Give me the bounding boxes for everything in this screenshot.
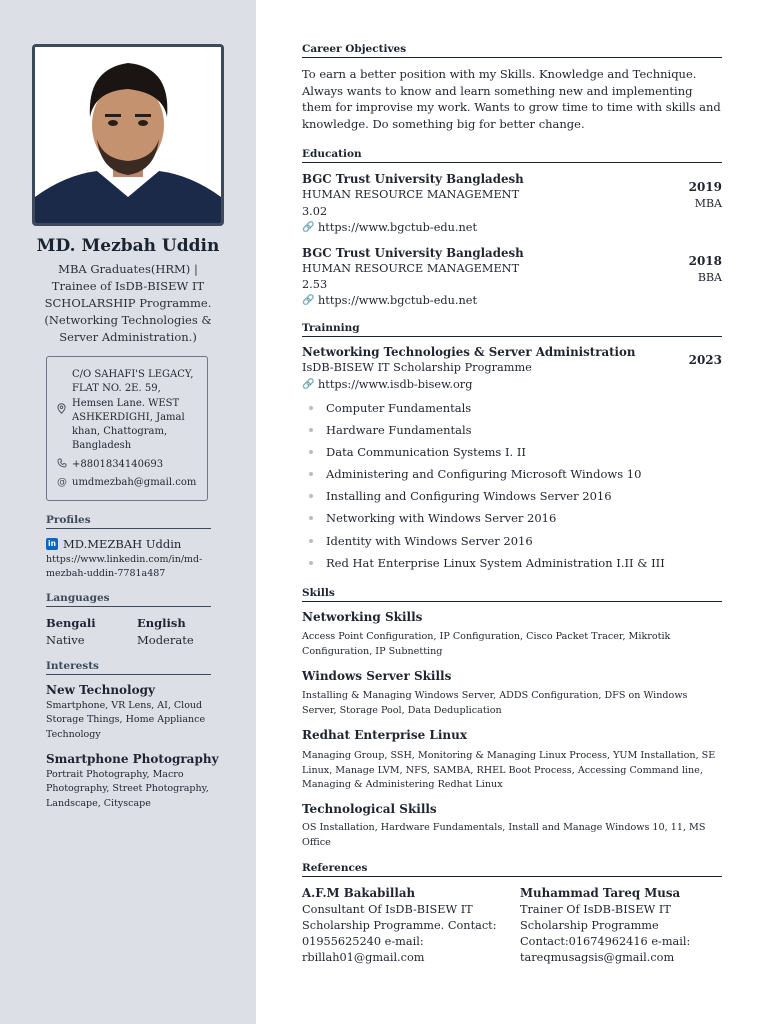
course-name: Red Hat Enterprise Linux System Administration I.II & III xyxy=(326,555,665,570)
reference-name: A.F.M Bakabillah xyxy=(302,886,416,900)
education-degree: BBA xyxy=(697,271,722,284)
education-heading: Education xyxy=(302,148,722,163)
skill-title: Technological Skills xyxy=(302,802,437,816)
course-name: Identity with Windows Server 2016 xyxy=(326,533,533,548)
skill-title: Networking Skills xyxy=(302,610,423,624)
link-icon: 🔗 xyxy=(302,379,315,390)
interest-text: Portrait Photography, Macro Photography, Street Photography, Landscape, Cityscape xyxy=(46,769,209,809)
education-year: 2019 xyxy=(688,180,722,194)
education-link[interactable] xyxy=(302,221,477,234)
training-course-list xyxy=(306,399,722,576)
skill-title: Redhat Enterprise Linux xyxy=(302,728,468,742)
training-title: Networking Technologies & Server Administration xyxy=(302,345,636,359)
education-score: 3.02 xyxy=(302,205,328,218)
language-item xyxy=(46,615,96,649)
education-subject: HUMAN RESOURCE MANAGEMENT xyxy=(302,262,520,275)
training-org: IsDB-BISEW IT Scholarship Programme xyxy=(302,361,532,374)
education-subject: HUMAN RESOURCE MANAGEMENT xyxy=(302,188,520,201)
profile-name: MD.MEZBAH Uddin xyxy=(63,537,182,551)
location-pin-icon xyxy=(57,368,72,418)
skills-heading: Skills xyxy=(302,587,722,602)
phone-text: +8801834140693 xyxy=(72,459,164,470)
education-school: BGC Trust University Bangladesh xyxy=(302,172,524,186)
education-score: 2.53 xyxy=(302,278,328,291)
link-icon: 🔗 xyxy=(302,222,315,233)
interest-title: New Technology xyxy=(46,683,155,697)
education-url: https://www.bgctub-edu.net xyxy=(318,221,477,234)
language-level: Moderate xyxy=(137,633,194,647)
phone-icon xyxy=(57,458,72,472)
education-school: BGC Trust University Bangladesh xyxy=(302,246,524,260)
skill-text: Managing Group, SSH, Monitoring & Managing Linux Process, YUM Installation, SE Linux, Manage LVM, NFS, SAMBA, RHEL Boot Process, Accessing Command line, Managing & Administering Redhat Linux xyxy=(302,750,716,791)
training-year: 2023 xyxy=(688,353,722,367)
reference-card xyxy=(302,886,498,966)
education-year: 2018 xyxy=(688,254,722,268)
at-sign-icon: @ xyxy=(57,477,67,488)
language-name: Bengali xyxy=(46,616,96,630)
headline: MBA Graduates(HRM) | Trainee of IsDB-BISEW IT SCHOLARSHIP Programme. (Networking Technologies & Server Administration.) xyxy=(44,262,212,344)
education-link[interactable] xyxy=(302,294,477,307)
list-item xyxy=(306,465,722,487)
interest-title: Smartphone Photography xyxy=(46,752,219,766)
course-name: Networking with Windows Server 2016 xyxy=(326,511,557,526)
interest-text: Smartphone, VR Lens, AI, Cloud Storage Things, Home Appliance Technology xyxy=(46,700,206,740)
languages-heading: Languages xyxy=(46,592,211,607)
list-item xyxy=(306,532,722,554)
skill-text: Access Point Configuration, IP Configuration, Cisco Packet Tracer, Mikrotik Configuration, IP Subnetting xyxy=(302,631,671,657)
skill-title: Windows Server Skills xyxy=(302,669,452,683)
list-item xyxy=(306,421,722,443)
career-objectives-heading: Career Objectives xyxy=(302,43,722,58)
profile-url[interactable]: https://www.linkedin.com/in/md-mezbah-uddin-7781a487 xyxy=(46,554,203,579)
reference-text: Trainer Of IsDB-BISEW IT Scholarship Programme Contact:01674962416 e-mail: tareqmusagsis@gmail.com xyxy=(520,903,691,965)
course-name: Administering and Configuring Microsoft Windows 10 xyxy=(326,467,642,482)
address-text: C/O SAHAFI'S LEGACY, FLAT NO. 2E. 59, Hemsen Lane. WEST ASHKERDIGHI, Jamal khan, Chattogram, Bangladesh xyxy=(72,369,194,452)
reference-name: Muhammad Tareq Musa xyxy=(520,886,681,900)
candidate-name: MD. Mezbah Uddin xyxy=(36,236,220,256)
language-item xyxy=(137,615,194,649)
course-name: Installing and Configuring Windows Server 2016 xyxy=(326,489,612,504)
language-name: English xyxy=(137,616,186,630)
linkedin-profile[interactable] xyxy=(46,537,181,551)
career-objectives-text: To earn a better position with my Skills. Knowledge and Technique. Always wants to know and learn something new and implementing them for improvise my work. Wants to grow time to time with skills and knowledge. Do something big for better change. xyxy=(302,67,721,131)
reference-text: Consultant Of IsDB-BISEW IT Scholarship Programme. Contact: 01955625240 e-mail: rbillah01@gmail.com xyxy=(302,903,497,965)
skill-text: OS Installation, Hardware Fundamentals, Install and Manage Windows 10, 11, MS Office xyxy=(302,822,706,848)
training-url: https://www.isdb-bisew.org xyxy=(318,378,473,391)
interests-heading: Interests xyxy=(46,660,211,675)
course-name: Computer Fundamentals xyxy=(326,401,472,415)
education-degree: MBA xyxy=(694,197,722,210)
linkedin-icon: in xyxy=(46,538,58,550)
course-name: Data Communication Systems I. II xyxy=(326,445,526,460)
profile-photo xyxy=(32,44,224,226)
email-text: umdmezbah@gmail.com xyxy=(72,477,197,488)
references-heading: References xyxy=(302,862,722,877)
education-url: https://www.bgctub-edu.net xyxy=(318,294,477,307)
link-icon: 🔗 xyxy=(302,295,315,306)
list-item xyxy=(306,443,722,465)
profiles-heading: Profiles xyxy=(46,514,211,529)
list-item xyxy=(306,509,722,531)
training-link[interactable] xyxy=(302,378,472,391)
skill-text: Installing & Managing Windows Server, ADDS Configuration, DFS on Windows Server, Storage Pool, Data Deduplication xyxy=(302,690,688,716)
reference-card xyxy=(520,886,716,966)
list-item xyxy=(306,487,722,509)
list-item xyxy=(306,554,722,576)
course-name: Hardware Fundamentals xyxy=(326,423,472,438)
training-heading: Trainning xyxy=(302,322,722,337)
list-item xyxy=(306,399,722,421)
contact-box xyxy=(46,356,208,501)
language-level: Native xyxy=(46,633,85,647)
